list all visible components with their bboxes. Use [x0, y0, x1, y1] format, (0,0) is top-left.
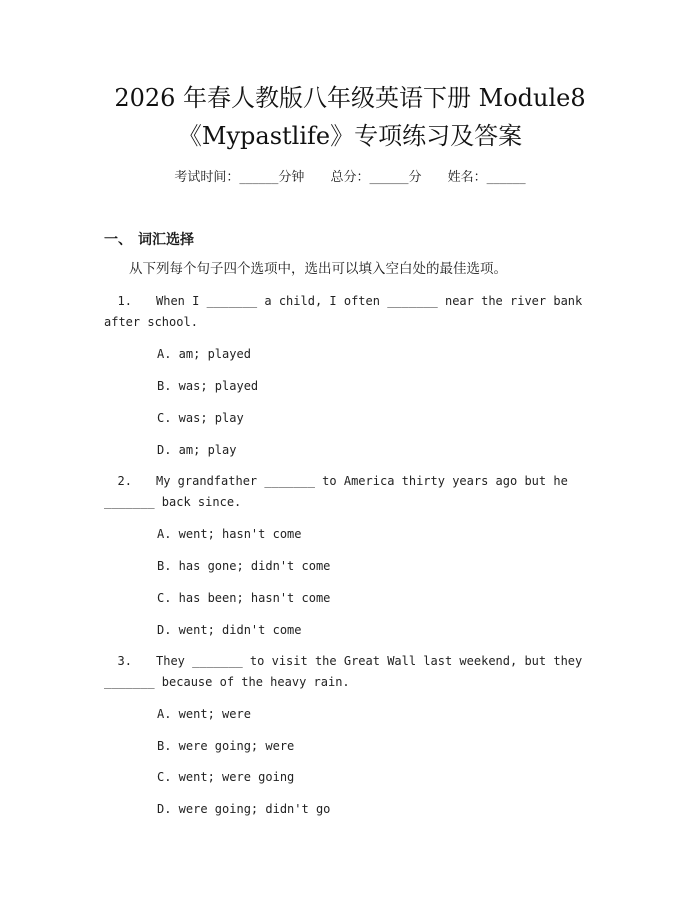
- section-title: 词汇选择: [138, 232, 194, 248]
- question-3-option-a: A. went; were: [157, 707, 251, 721]
- exam-info: [0, 168, 700, 188]
- question-1-option-b: B. was; played: [157, 379, 259, 393]
- question-2-number: 2.: [117, 474, 132, 488]
- question-1-text: When I _______ a child, I often _______ near the river bank: [156, 294, 583, 308]
- question-1-line-1: [104, 291, 584, 311]
- section-heading: [104, 229, 194, 251]
- question-1-option-d: D. am; play: [157, 443, 237, 457]
- question-3-line-2: _______ because of the heavy rain.: [104, 675, 350, 689]
- question-2-option-c: C. has been; hasn't come: [157, 591, 331, 605]
- question-2-option-d: D. went; didn't come: [157, 623, 302, 637]
- student-name: 姓名：______: [447, 170, 526, 185]
- question-2-text: My grandfather _______ to America thirty years ago but he: [156, 474, 568, 488]
- section-instruction: 从下列每个句子四个选项中，选出可以填入空白处的最佳选项。: [129, 261, 507, 277]
- question-1-option-a: A. am; played: [157, 347, 251, 361]
- question-3-number: 3.: [117, 654, 132, 668]
- exam-time: 考试时间：______分钟: [174, 170, 305, 185]
- question-3-option-c: C. went; were going: [157, 770, 295, 784]
- question-3-text: They _______ to visit the Great Wall last weekend, but they: [156, 654, 583, 668]
- question-1-option-c: C. was; play: [157, 411, 244, 425]
- document-title-line-2: 《Mypastlife》专项练习及答案: [177, 122, 523, 150]
- question-2-line-2: _______ back since.: [104, 495, 242, 509]
- question-1-number: 1.: [117, 294, 132, 308]
- exam-total-score: 总分：______分: [330, 170, 422, 185]
- question-2-option-b: B. has gone; didn't come: [157, 559, 331, 573]
- question-3-line-1: [104, 651, 584, 671]
- question-3-option-b: B. were going; were: [157, 739, 295, 753]
- question-1-line-2: after school.: [104, 315, 198, 329]
- question-2-option-a: A. went; hasn't come: [157, 527, 302, 541]
- section-number: 一、: [104, 232, 132, 248]
- question-3-option-d: D. were going; didn't go: [157, 802, 331, 816]
- question-2-line-1: [104, 471, 584, 491]
- document-title-line-1: 2026 年春人教版八年级英语下册 Module8: [114, 84, 586, 112]
